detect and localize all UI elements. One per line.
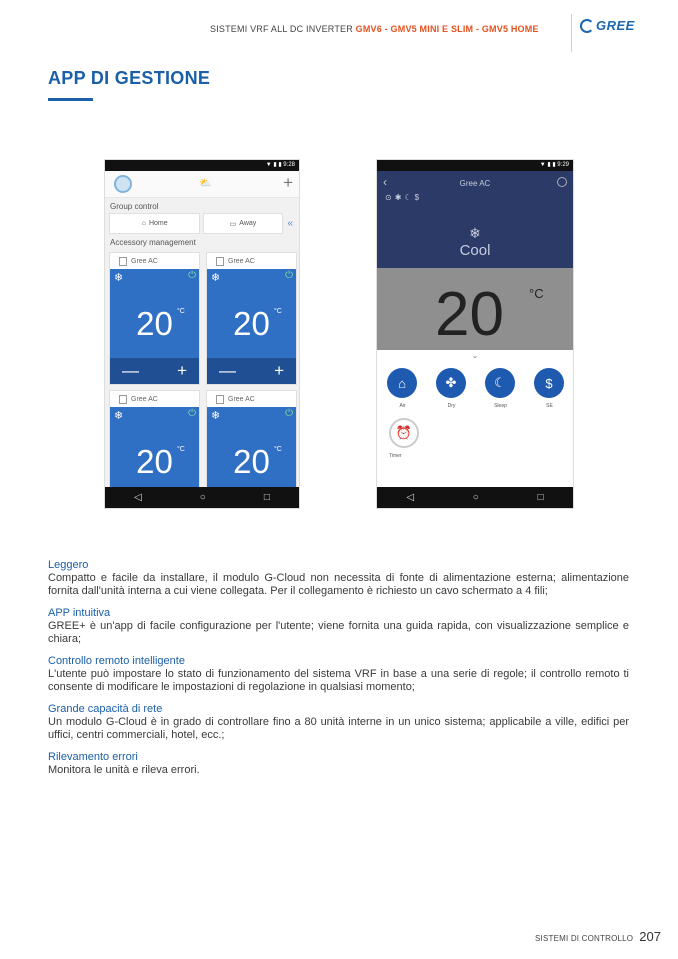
feature-body: GREE+ è un'app di facile configurazione per l'utente; viene fornita una guida rapida, con visualizzazione semplice e chiara; (48, 620, 629, 645)
plus-icon: + (283, 173, 293, 192)
set-temperature: 20 (435, 280, 504, 349)
app-screenshot-list (104, 159, 300, 509)
group-control-row (105, 213, 299, 234)
feature-item (48, 703, 629, 742)
device-title: Gree AC (459, 179, 491, 188)
power-icon: ⏻ (285, 270, 293, 281)
dollar-icon: $ (534, 368, 564, 398)
snowflake-icon: ❄ (114, 410, 124, 422)
device-card-header (207, 391, 296, 407)
device-icon (119, 257, 127, 266)
gree-logo-mark-icon (580, 19, 594, 33)
timer-label: Timer (389, 453, 402, 459)
avatar (114, 175, 132, 193)
device-temp: 20 (136, 305, 173, 342)
recents-icon: □ (537, 492, 544, 503)
home-button (109, 213, 200, 234)
device-icon (216, 395, 224, 404)
feature-title: Leggero (48, 559, 89, 571)
sleep-button (485, 368, 516, 409)
chevron-left-icon: « (287, 218, 294, 229)
status-icons: ⊙✱☾$ (385, 193, 423, 202)
feature-title: APP intuitiva (48, 607, 111, 619)
moon-icon: ☾ (485, 368, 515, 398)
feature-title: Rilevamento errori (48, 751, 138, 763)
air-label: Air (399, 403, 406, 409)
alarm-clock-icon: ⏰ (389, 418, 419, 448)
device-card (206, 252, 297, 385)
android-nav-bar (105, 487, 299, 508)
back-arrow-icon: ‹ (383, 175, 387, 189)
minus-icon: — (219, 361, 236, 380)
device-cards (105, 249, 299, 509)
air-button (387, 368, 418, 409)
feature-item (48, 655, 629, 694)
snowflake-icon: ❄ (211, 410, 221, 422)
device-controls (110, 358, 199, 384)
device-name: Gree AC (131, 257, 158, 265)
android-nav-bar (377, 487, 573, 508)
device-card-header (110, 253, 199, 269)
home-icon: ⌂ (141, 220, 146, 227)
device-card-body (110, 407, 199, 496)
device-icon (119, 395, 127, 404)
device-temp-unit: °C (274, 308, 282, 315)
header-title (210, 24, 539, 34)
device-card-header (110, 391, 199, 407)
device-temp-unit: °C (274, 446, 282, 453)
header-highlight: GMV6 - GMV5 MINI E SLIM - GMV5 HOME (355, 24, 539, 34)
app-screenshot-detail (376, 159, 574, 509)
weather-icon: ⛅ (199, 178, 212, 189)
device-card-body (110, 269, 199, 358)
away-label: Away (239, 220, 257, 227)
timer-button (377, 409, 437, 459)
feature-item (48, 751, 629, 777)
device-card-body (207, 407, 296, 496)
footer-section: SISTEMI DI CONTROLLO (535, 934, 634, 943)
device-name: Gree AC (228, 395, 255, 403)
fan-icon: ✤ (436, 368, 466, 398)
gree-logo (580, 18, 635, 33)
device-icon (216, 257, 224, 266)
mode-label: Cool (459, 242, 491, 259)
feature-title: Grande capacità di rete (48, 703, 163, 715)
clock-icon (557, 177, 567, 187)
function-buttons (377, 362, 573, 409)
power-icon: ⏻ (188, 270, 196, 281)
power-icon: ⏻ (188, 408, 196, 419)
plus-icon: + (274, 361, 284, 380)
away-button (203, 213, 282, 234)
snowflake-icon: ❄ (114, 272, 124, 284)
logo-text: GREE (596, 18, 635, 33)
back-icon: ◁ (406, 492, 415, 503)
status-bar: ▼ ▮ ▮ 9:28 (105, 160, 299, 171)
device-temp-unit: °C (177, 308, 185, 315)
chevron-down-icon: ⌄ (471, 351, 479, 360)
dry-button (436, 368, 467, 409)
header-divider (571, 14, 572, 52)
home-circle-icon: ○ (199, 492, 206, 503)
accessory-label: Accessory management (110, 238, 196, 247)
house-icon: ⌂ (387, 368, 417, 398)
device-temp: 20 (136, 443, 173, 480)
temperature-panel (377, 268, 573, 350)
device-name: Gree AC (131, 395, 158, 403)
se-button (534, 368, 565, 409)
feature-body: Un modulo G-Cloud è in grado di controllare fino a 80 unità interne in un unico sistema; applicabile a ville, edifici per uffici, centri commerciali, hotel, ecc.; (48, 716, 629, 741)
sleep-label: Sleep (494, 403, 507, 409)
home-label: Home (148, 220, 168, 227)
title-underline (48, 98, 93, 101)
device-header-panel (377, 171, 573, 268)
device-card (109, 252, 200, 385)
temperature-unit: °C (529, 286, 544, 301)
device-temp-unit: °C (177, 446, 185, 453)
feature-body: Monitora le unità e rileva errori. (48, 764, 200, 776)
group-control-label: Group control (110, 202, 159, 211)
se-label: SE (546, 403, 553, 409)
back-icon: ◁ (134, 492, 142, 503)
plus-icon: + (177, 361, 187, 380)
home-circle-icon: ○ (472, 492, 479, 503)
header-prefix: SISTEMI VRF ALL DC INVERTER (210, 24, 356, 34)
feature-body: Compatto e facile da installare, il modulo G-Cloud non necessita di fonte di alimentazione esterna; alimentazione fornita dall'unità interna a cui viene collegata. Per il collegamento è richiesto un cavo schermato a 4 fili; (48, 572, 629, 597)
device-temp: 20 (233, 305, 270, 342)
feature-item (48, 607, 629, 646)
recents-icon: □ (263, 492, 270, 503)
page-footer (535, 929, 661, 944)
snowflake-icon: ❄ (211, 272, 221, 284)
page-number: 207 (639, 929, 661, 944)
feature-title: Controllo remoto intelligente (48, 655, 185, 667)
device-card-body (207, 269, 296, 358)
feature-body: L'utente può impostare lo stato di funzionamento del sistema VRF in base a una serie di regole; il controllo remoto ti consente di modificare le impostazioni di regolazione in qualsiasi momento; (48, 668, 629, 693)
app-top-bar (105, 171, 299, 198)
device-name: Gree AC (228, 257, 255, 265)
power-icon: ⏻ (285, 408, 293, 419)
device-controls (207, 358, 296, 384)
feature-item (48, 559, 629, 598)
snowflake-icon: ❄ (469, 225, 481, 241)
device-card-header (207, 253, 296, 269)
feature-list (48, 559, 629, 786)
status-bar: ▼ ▮ ▮ 9:29 (377, 160, 573, 171)
dry-label: Dry (447, 403, 456, 409)
minus-icon: — (122, 361, 139, 380)
page-title: APP DI GESTIONE (48, 68, 211, 88)
suitcase-icon: ▭ (229, 220, 237, 228)
device-temp: 20 (233, 443, 270, 480)
